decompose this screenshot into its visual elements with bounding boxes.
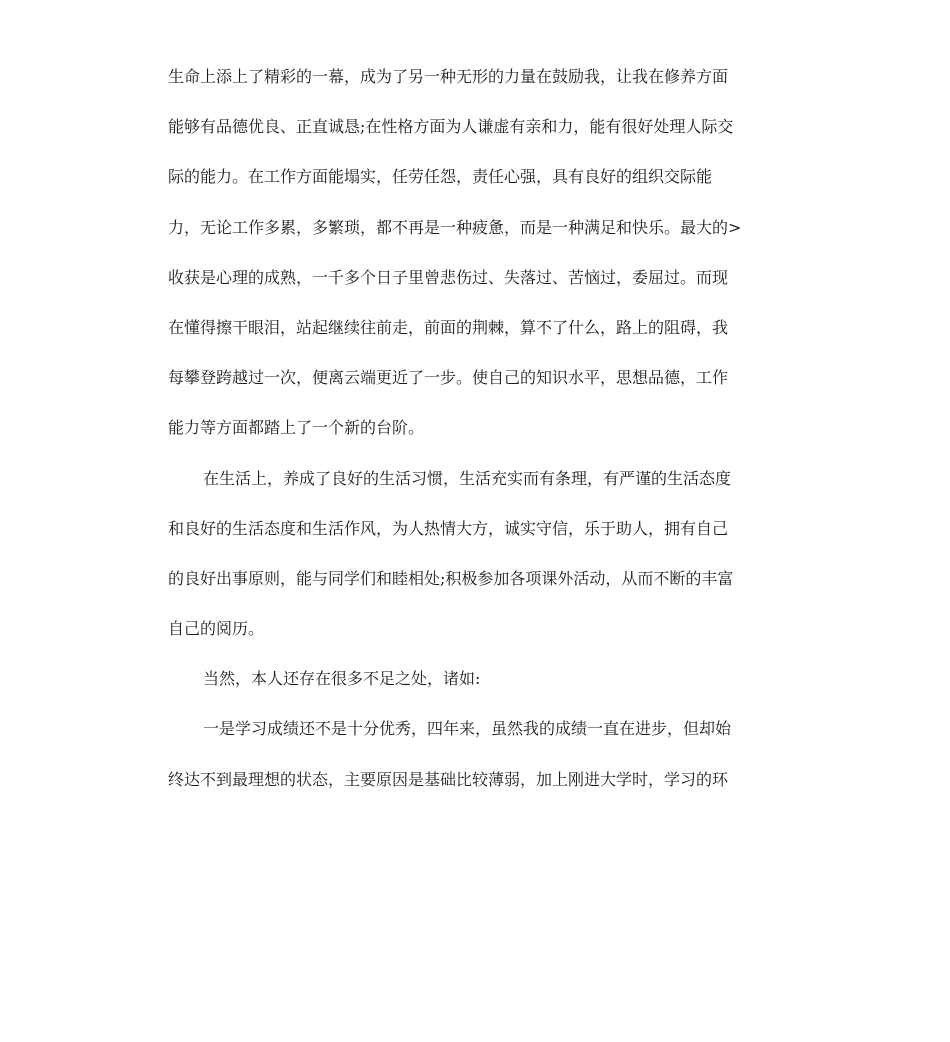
paragraph-start-line: 一是学习成绩还不是十分优秀，四年来，虽然我的成绩一直在进步，但却始 [203,719,732,739]
paragraph-start-line: 在生活上，养成了良好的生活习惯，生活充实而有条理，有严谨的生活态度 [203,468,732,488]
text-line: 收获是心理的成熟，一千多个日子里曾悲伤过、失落过、苦恼过，委屈过。而现 [168,267,729,287]
text-line: 每攀登跨越过一次，便离云端更近了一步。使自己的知识水平，思想品德，工作 [168,368,729,388]
text-line: 在懂得擦干眼泪，站起继续往前走，前面的荆棘，算不了什么，路上的阻碍，我 [168,317,729,337]
text-line: 和良好的生活态度和生活作风，为人热情大方，诚实守信，乐于助人，拥有自己 [168,518,729,538]
text-line: 生命上添上了精彩的一幕，成为了另一种无形的力量在鼓励我，让我在修养方面 [168,67,729,86]
text-line: 的良好出事原则，能与同学们和睦相处;积极参加各项课外活动，从而不断的丰富 [168,568,734,588]
text-line: 能够有品德优良、正直诚恳;在性格方面为人谦虚有亲和力，能有很好处理人际交 [168,117,734,137]
text-line: 力，无论工作多累，多繁琐，都不再是一种疲惫，而是一种满足和快乐。最大的> [168,217,742,237]
text-line: 际的能力。在工作方面能塌实，任劳任怨，责任心强，具有良好的组织交际能 [168,167,713,187]
document-body [168,62,788,815]
paragraph-start-line: 当然，本人还存在很多不足之处，诸如: [203,669,481,689]
text-line: 终达不到最理想的状态，主要原因是基础比较薄弱，加上刚进大学时，学习的环 [168,769,729,789]
text-line: 能力等方面都踏上了一个新的台阶。 [168,418,425,438]
text-line: 自己的阅历。 [168,619,265,639]
